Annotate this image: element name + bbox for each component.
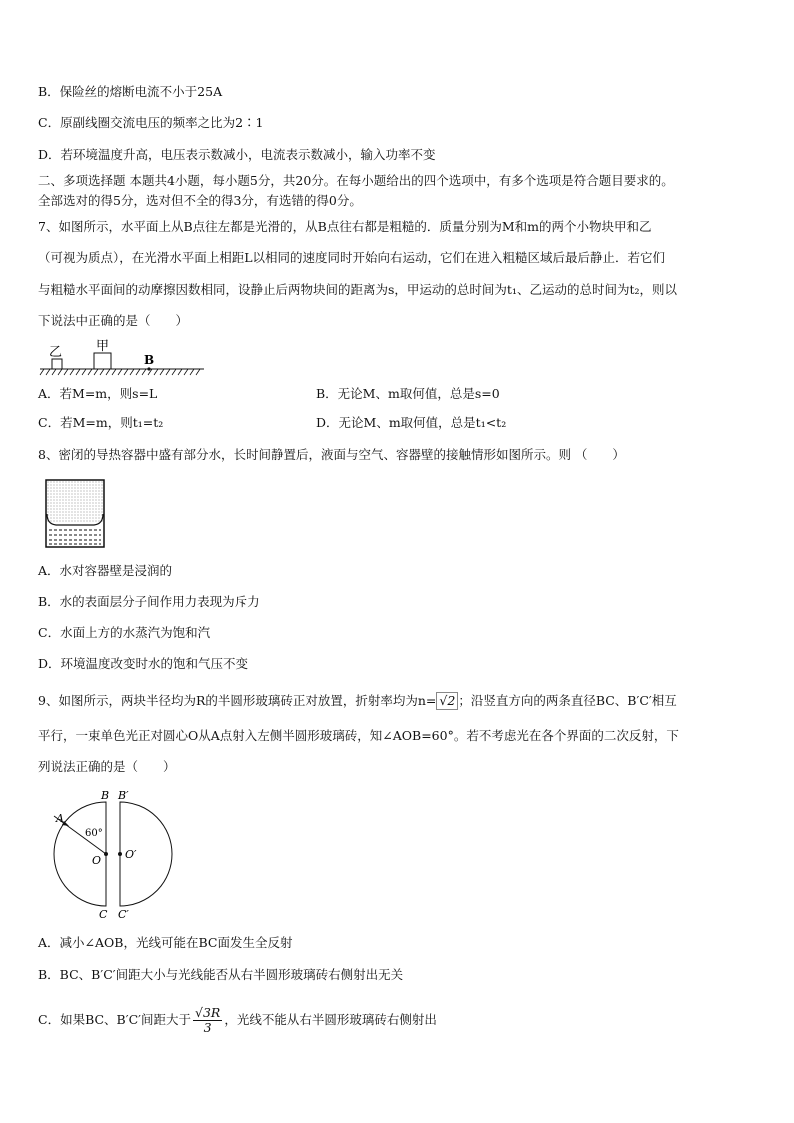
q7-block-yi [52,359,62,369]
q9-option-c-part1: C．如果BC、B′C′间距大于 [38,1012,191,1027]
q8-stem: 8、密闭的导热容器中盛有部分水，长时间静置后，液面与空气、容器壁的接触情形如图所示。则 （ ） [38,447,625,462]
q9-label-angle: 60° [85,828,103,839]
q9-fraction-denominator: 3 [203,1020,212,1035]
q7-figure [38,338,208,380]
q9-label-c: C [99,908,108,921]
q9-figure [40,788,190,923]
q7-block-jia [94,353,111,369]
q9-option-a: A．减小∠AOB，光线可能在BC面发生全反射 [38,935,293,950]
q9-label-bp: B′ [118,789,129,802]
q9-label-o: O [92,854,102,867]
q9-center-o [104,852,108,856]
q7-stem-line1: 7、如图所示，水平面上从B点往左都是光滑的，从B点往右都是粗糙的．质量分别为M和m的两个小物块甲和乙 [38,219,652,234]
q9-label-b: B [101,789,110,802]
q7-stem-line3: 与粗糙水平面间的动摩擦因数相同，设静止后两物块间的距离为s，甲运动的总时间为t₁、乙运动的总时间为t₂，则以 [38,282,677,297]
q9-stem-line2: 平行，一束单色光正对圆心O从A点射入左侧半圆形玻璃砖，知∠AOB=60°。若不考虑光在各个界面的二次反射，下 [38,728,679,743]
q7-ground-hatch [40,369,200,375]
q7-label-yi: 乙 [49,345,63,360]
q9-sqrt2: √2 [436,692,458,710]
q9-stem-line3: 列说法正确的是（ ） [38,759,176,774]
q8-water-body [49,530,101,544]
q7-stem-line4: 下说法中正确的是（ ） [38,313,189,328]
section-2-heading: 二、多项选择题 本题共4小题，每小题5分，共20分。在每小题给出的四个选项中，有多个选项是符合题目要求的。 [38,173,674,188]
q7-option-c: C．若M=m，则t₁=t₂ [38,415,164,430]
q9-label-a: A [56,812,64,825]
q9-option-b: B．BC、B′C′间距大小与光线能否从右半圆形玻璃砖右侧射出无关 [38,967,404,982]
q8-option-d: D．环境温度改变时水的饱和气压不变 [38,656,249,671]
q9-stem-line1 [38,692,677,710]
q9-fraction [193,1006,222,1035]
q9-fraction-numerator: √3R [194,1005,221,1020]
q8-container-figure [44,478,106,550]
q9-option-c [38,1005,437,1035]
q9-label-cp: C′ [118,908,129,921]
q7-option-d: D．无论M、m取何值，总是t₁<t₂ [316,415,507,430]
q6-option-d: D．若环境温度升高，电压表示数减小，电流表示数减小，输入功率不变 [38,147,436,162]
q9-stem-part1: 9、如图所示，两块半径均为R的半圆形玻璃砖正对放置，折射率均为n= [38,693,437,708]
q8-option-a: A．水对容器壁是浸润的 [38,563,173,578]
q6-option-c: C．原副线圈交流电压的频率之比为2∶1 [38,115,264,130]
q7-label-jia: 甲 [96,339,110,354]
q7-option-a: A．若M=m，则s=L [38,386,158,401]
q9-center-op [118,852,122,856]
q7-label-b: B [144,353,155,367]
q7-stem-line2: （可视为质点），在光滑水平面上相距L以相同的速度同时开始向右运动，它们在进入粗糙区域后最后静止．若它们 [38,250,666,265]
q9-option-c-part2: ，光线不能从右半圆形玻璃砖右侧射出 [224,1012,437,1027]
q8-option-b: B．水的表面层分子间作用力表现为斥力 [38,594,260,609]
q9-stem-part2: ；沿竖直方向的两条直径BC、B′C′相互 [458,693,677,708]
q9-label-op: O′ [125,848,137,861]
q7-option-b: B．无论M、m取何值，总是s=0 [316,386,500,401]
q8-vapor-region [47,481,103,523]
section-2-heading-cont: 全部选对的得5分，选对但不全的得3分，有选错的得0分。 [38,193,362,208]
q6-option-b: B．保险丝的熔断电流不小于25A [38,84,223,99]
q8-option-c: C．水面上方的水蒸汽为饱和汽 [38,625,211,640]
